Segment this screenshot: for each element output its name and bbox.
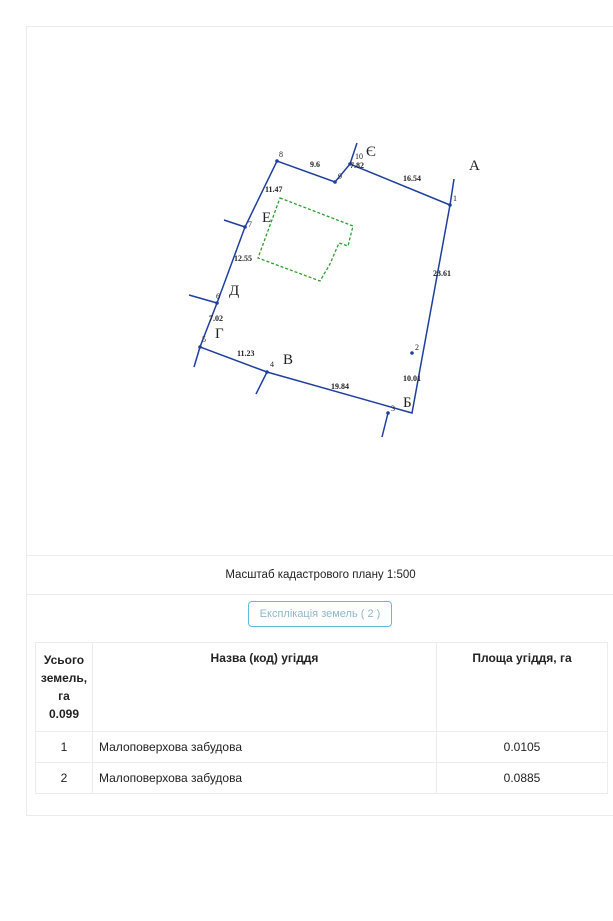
distance-1-2: 23.61	[433, 269, 451, 278]
name-header: Назва (код) угіддя	[93, 643, 437, 732]
table-row	[36, 732, 608, 763]
point-2: 2	[415, 343, 419, 352]
distance-7-8: 11.47	[265, 185, 283, 194]
tick-g	[194, 347, 200, 367]
point-7: 7	[248, 220, 252, 229]
explication-table	[35, 642, 608, 794]
point-8: 8	[279, 150, 283, 159]
cadastral-panel	[26, 26, 613, 816]
neighbor-e: Е	[262, 210, 272, 226]
point-1: 1	[453, 194, 457, 203]
neighbor-g: Г	[215, 326, 224, 342]
tick-e	[224, 220, 245, 227]
distance-5-6: 7.02	[209, 314, 223, 323]
tick-v	[256, 372, 267, 394]
scale-label: Масштаб кадастрового плану 1:500	[27, 555, 613, 595]
row-number: 1	[36, 732, 93, 763]
total-value: 0.099	[48, 707, 80, 721]
neighbor-b: Б	[403, 395, 412, 411]
tick-d	[189, 295, 217, 303]
neighbor-v: В	[283, 352, 294, 368]
point-3: 3	[391, 404, 395, 413]
neighbor-ie: Є	[366, 144, 376, 160]
distance-9-10: 7.82	[350, 161, 364, 170]
distance-8-9: 9.6	[310, 160, 320, 169]
explication-button[interactable]: Експлікація земель ( 2 )	[248, 601, 392, 627]
tick-b	[382, 413, 388, 437]
table-header-row	[36, 643, 608, 732]
neighbor-a: А	[469, 158, 480, 174]
total-label: Усього земель, га	[40, 653, 88, 703]
distance-10-1: 16.54	[403, 174, 421, 183]
distance-4-5: 11.23	[237, 349, 255, 358]
total-header	[36, 643, 93, 732]
building-outline	[258, 198, 353, 281]
plan-drawing	[27, 27, 613, 555]
row-name: Малоповерхова забудова	[93, 732, 437, 763]
point-10: 10	[355, 152, 363, 161]
table-row	[36, 763, 608, 794]
row-area: 0.0885	[437, 763, 608, 794]
distance-6-7: 12.55	[234, 254, 252, 263]
distance-2-3: 10.01	[403, 374, 421, 383]
area-header: Площа угіддя, га	[437, 643, 608, 732]
row-number: 2	[36, 763, 93, 794]
point-9: 9	[338, 172, 342, 181]
point-4: 4	[270, 360, 274, 369]
row-name: Малоповерхова забудова	[93, 763, 437, 794]
point-6: 6	[216, 292, 220, 301]
row-area: 0.0105	[437, 732, 608, 763]
cadastral-plan	[27, 27, 613, 555]
neighbor-d: Д	[229, 283, 240, 299]
point-5: 5	[202, 335, 206, 344]
distance-3-4: 19.84	[331, 382, 349, 391]
